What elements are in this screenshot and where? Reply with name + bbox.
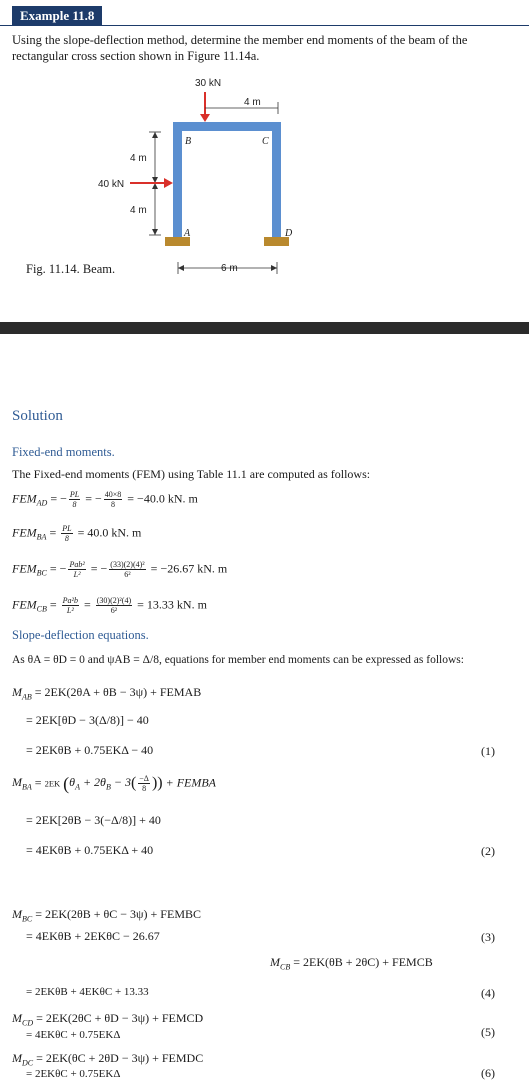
eq-mab-3: = 2EKθB + 0.75EKΔ − 40 [26, 743, 154, 757]
fem-bc-result: = −26.67 kN. m [150, 561, 228, 576]
page-divider [0, 322, 529, 334]
fem-ab-lhs: FEM [12, 491, 37, 506]
eq-mab-1-text: = 2EK(2θA + θB − 3ψ) + FEMAB [34, 685, 202, 699]
frac-den: 6² [110, 606, 118, 615]
eq-mba-1-text: + FEMBA [165, 775, 217, 790]
eq-mdc-2: = 2EKθC + 0.75EKΔ [26, 1068, 121, 1080]
load-arrowhead-side [164, 178, 173, 188]
sd-intro: As θA = θD = 0 and ψAB = Δ/8, equations for member end moments can be expressed as follows: [12, 654, 464, 666]
eq-mdc-1: $M_{DC} = 2EK(\theta C + 2\theta D - 3\psi)$ + FEMDC [12, 1051, 204, 1068]
fem-cb-sub: CB [36, 604, 47, 614]
example-header [0, 0, 529, 30]
fem-ba-line: $FEM_{BA}$ = $\frac{PL}{8}$ = 40.0 kN. m [12, 524, 142, 543]
member-cd [272, 122, 281, 237]
frac-den: L² [73, 570, 81, 579]
fem-ab-line: $FEM_{AD}$ = − $\frac{PL}{8}$ = − $\frac{40\times 8}{8}$ = −40.0 kN. m [12, 490, 198, 509]
member-bc [173, 122, 281, 131]
frac-den: L² [66, 606, 74, 615]
node-b-label: B [185, 136, 192, 147]
load-top-label: 30 kN [195, 78, 222, 89]
dim-lower-label: 4 m [130, 205, 147, 216]
fem-ba-result: = 40.0 kN. m [77, 525, 142, 540]
frac-den: 8 [64, 534, 69, 543]
frame-figure [0, 70, 529, 280]
frac-num: PL [62, 524, 72, 533]
eq-mab-1: $M_{AB} = 2EK(2\theta A + \theta B - 3\psi)$ + FEMAB [12, 685, 202, 702]
dim-arrowhead [152, 229, 158, 235]
fem-bc-line: $FEM_{BC}$ = − $\frac{\text{Pab²}}{\text{L²}}$ = − $\frac{\text{(33)(2)(4)²}}{\text{6²}}$ = −26.67 kN. m [12, 560, 228, 579]
eq-number-6: (6) [481, 1066, 495, 1080]
eq-mcb-1: $M_{CB} = 2EK(\theta B + 2\theta C)$ + FEMCB [270, 955, 433, 972]
eq-mcd-1: $M_{CD} = 2EK(2\theta C + \theta D - 3\psi)$ + FEMCD [12, 1011, 204, 1028]
fem-cb-result: = 13.33 kN. m [137, 597, 207, 612]
eq-mcd-2: = 4EKθC + 0.75EKΔ [26, 1029, 121, 1041]
node-a-label: A [184, 228, 191, 239]
frac-den: 8 [111, 500, 116, 509]
problem-statement: Using the slope-deflection method, determine the member end moments of the beam of the rectangular cross section shown in Figure 11.14a. [12, 33, 468, 63]
figure-caption: Fig. 11.14. Beam. [26, 262, 116, 276]
frac-num: PL [69, 490, 80, 499]
fem-bc-sub: BC [36, 568, 47, 578]
fem-ab-sub: AD [36, 498, 48, 508]
eq-mba-3: = 4EKθB + 0.75EKΔ + 40 [26, 843, 154, 857]
eq-number-3: (3) [481, 930, 495, 944]
fem-intro: The Fixed-end moments (FEM) using Table 11.1 are computed as follows: [12, 467, 371, 481]
solution-title: Solution [12, 408, 63, 424]
eq-mdc-1-text: = 2EK(θC + 2θD − 3ψ) + FEMDC [36, 1051, 204, 1065]
dim-arrowhead [271, 265, 277, 271]
eq-number-2: (2) [481, 844, 495, 858]
eq-mcb-1-text: = 2EK(θB + 2θC) + FEMCB [293, 955, 433, 969]
frac-den: 8 [72, 500, 77, 509]
dim-top-label: 4 m [244, 97, 261, 108]
frac-den: 6² [124, 570, 131, 579]
fem-cb-lhs: FEM [12, 597, 37, 612]
fem-ba-sub: BA [36, 532, 47, 542]
dim-upper-label: 4 m [130, 153, 147, 164]
member-ab [173, 122, 182, 237]
eq-mcb-2: = 2EKθB + 4EKθC + 13.33 [26, 986, 149, 998]
dim-arrowhead [152, 132, 158, 138]
example-label: Example 11.8 [12, 6, 102, 26]
eq-mcd-1-text: = 2EK(2θC + θD − 3ψ) + FEMCD [36, 1011, 204, 1025]
eq-mba-2: = 2EK[2θB − 3(−Δ/8)] + 40 [26, 813, 161, 827]
dim-arrowhead [178, 265, 184, 271]
frac-num: Pa²b [62, 596, 78, 605]
node-d-label: D [285, 228, 293, 239]
eq-mbc-2: = 4EKθB + 2EKθC − 26.67 [26, 929, 160, 943]
fem-ab-result: = −40.0 kN. m [127, 491, 198, 506]
frac-num: (33)(2)(4)² [110, 560, 145, 569]
fem-heading: Fixed-end moments. [12, 445, 115, 459]
fem-cb-line: $FEM_{CB}$ = $\frac{\text{Pa²b}}{\text{L²}}$ = $\frac{\text{(30)(2)²(4)}}{\text{6²}}$ = 13.33 kN. m [12, 596, 207, 615]
header-rule [0, 25, 529, 26]
fem-bc-lhs: FEM [12, 561, 37, 576]
sd-heading: Slope-deflection equations. [12, 628, 149, 642]
eq-mba-1: $M_{BA} = 2EK$ ($\theta_A + 2\theta_B - 3$( $\frac{-\Delta}{8}$ )) + FEMBA [12, 773, 217, 794]
load-side-label: 40 kN [98, 179, 125, 190]
eq-number-5: (5) [481, 1025, 495, 1039]
dim-span-label: 6 m [221, 263, 238, 274]
node-c-label: C [262, 136, 269, 147]
load-arrowhead-top [200, 114, 210, 122]
frac-num: Pab² [69, 560, 85, 569]
eq-number-4: (4) [481, 986, 495, 1000]
frac-num: 40×8 [104, 490, 122, 499]
fem-ba-lhs: FEM [12, 525, 37, 540]
eq-mbc-1: $M_{BC} = 2EK(2\theta B + \theta C - 3\psi)$ + FEMBC [12, 907, 201, 924]
eq-number-1: (1) [481, 744, 495, 758]
eq-mbc-1-text: = 2EK(2θB + θC − 3ψ) + FEMBC [35, 907, 201, 921]
frac-num: (30)(2)²(4) [96, 596, 132, 605]
eq-mab-2: = 2EK[θD − 3(Δ/8)] − 40 [26, 713, 149, 727]
